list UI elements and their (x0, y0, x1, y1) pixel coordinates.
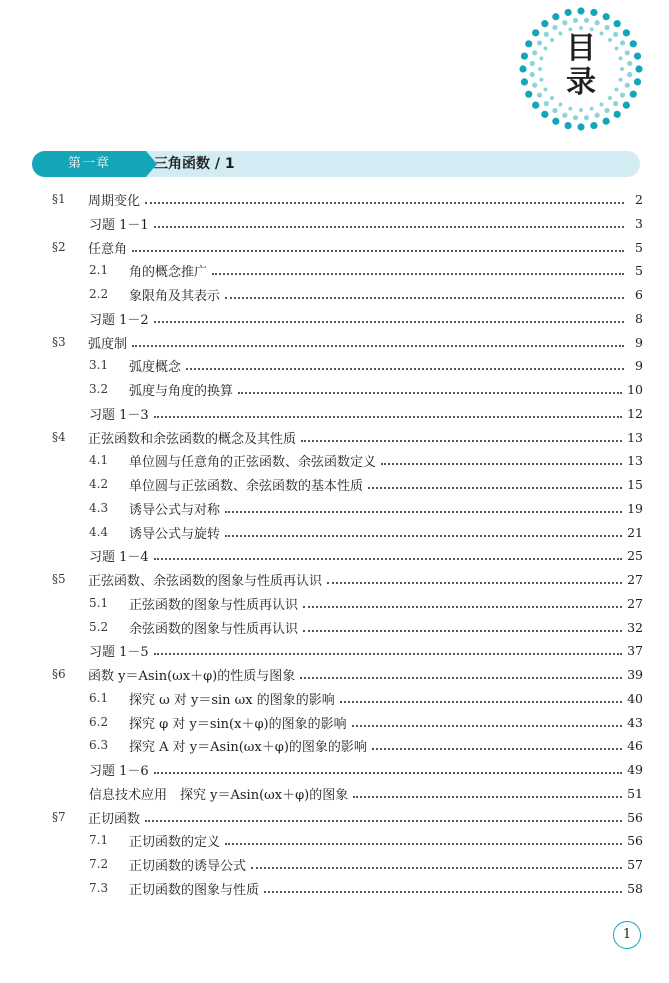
chapter-header-bar (32, 151, 640, 177)
toc-entry-title: 正切函数的定义 (129, 834, 221, 850)
toc-entry-number: 7.3 (89, 881, 109, 895)
toc-entry-title: 正弦函数和余弦函数的概念及其性质 (88, 431, 297, 447)
toc-entry-title: 探究 φ 对 y＝sin(x＋φ)的图象的影响 (129, 716, 347, 732)
dot-leader (251, 867, 622, 869)
dot-leader (353, 796, 622, 798)
toc-entry-page: 39 (627, 666, 643, 682)
toc-entry[interactable] (89, 876, 643, 900)
toc-entry-number: §5 (52, 572, 66, 586)
toc-entry-page: 13 (627, 452, 643, 468)
decorative-dot (604, 25, 609, 30)
contents-title-char-1: 目 (566, 31, 596, 66)
dot-leader (352, 725, 622, 727)
toc-entry-title: 习题 1－5 (89, 644, 149, 660)
toc-entry-title: 习题 1－3 (89, 407, 149, 423)
contents-badge (516, 4, 646, 134)
decorative-dot (590, 122, 597, 129)
toc-entry-number: 4.1 (89, 453, 109, 467)
toc-entry-title: 象限角及其表示 (129, 288, 221, 304)
toc-entry-page: 8 (635, 310, 643, 326)
toc-entry[interactable] (89, 353, 643, 377)
toc-entry-page: 5 (635, 262, 643, 278)
toc-entry-number: 7.1 (89, 833, 109, 847)
toc-entry-page: 40 (627, 690, 643, 706)
toc-entry[interactable] (89, 377, 643, 401)
decorative-dot (564, 9, 571, 16)
toc-entry-number: §7 (52, 810, 66, 824)
toc-entry-number: §6 (52, 667, 66, 681)
toc-entry[interactable] (89, 306, 643, 330)
toc-entry-title: 正弦函数、余弦函数的图象与性质再认识 (88, 573, 323, 589)
dot-leader (264, 891, 622, 893)
dot-leader (381, 463, 622, 465)
decorative-dot (590, 107, 594, 111)
toc-entry-page: 10 (627, 381, 643, 397)
toc-entry-page: 27 (627, 571, 643, 587)
toc-entry-title: 探究 ω 对 y＝sin ωx 的图象的影响 (129, 692, 335, 708)
dot-leader (154, 416, 622, 418)
toc-entry-page: 37 (627, 642, 643, 658)
decorative-dot (584, 18, 589, 23)
toc-entry[interactable] (89, 591, 643, 615)
toc-entry-page: 21 (627, 524, 643, 540)
decorative-dot (595, 113, 600, 118)
toc-entry[interactable] (52, 330, 643, 354)
toc-entry[interactable] (89, 828, 643, 852)
toc-entry-number: 5.2 (89, 620, 109, 634)
toc-entry-page: 6 (635, 286, 643, 302)
toc-entry[interactable] (89, 543, 643, 567)
decorative-dot (584, 115, 589, 120)
decorative-dot (600, 103, 604, 107)
toc-entry[interactable] (89, 638, 643, 662)
toc-entry-title: 函数 y＝Asin(ωx＋φ)的性质与图象 (88, 668, 296, 684)
dot-leader (340, 701, 622, 703)
toc-entry-number: 6.3 (89, 738, 109, 752)
toc-entry-number: 4.2 (89, 477, 109, 491)
dot-leader (145, 202, 624, 204)
toc-entry-title: 正切函数的诱导公式 (129, 858, 247, 874)
decorative-dot (562, 20, 567, 25)
decorative-dot (577, 7, 584, 14)
toc-entry-number: 4.4 (89, 525, 109, 539)
decorative-dot (613, 101, 618, 106)
toc-entry-number: §3 (52, 335, 66, 349)
toc-entry[interactable] (89, 520, 643, 544)
toc-entry-title: 周期变化 (88, 193, 141, 209)
toc-entry[interactable] (89, 472, 643, 496)
toc-entry[interactable] (89, 282, 643, 306)
decorative-dot (614, 111, 621, 118)
page-number: 1 (613, 921, 641, 949)
chapter-title[interactable]: 三角函数 / 1 (154, 156, 235, 172)
toc-entry-title: 弧度概念 (129, 359, 182, 375)
toc-entry-number: 7.2 (89, 857, 109, 871)
dot-leader (145, 820, 622, 822)
toc-entry[interactable] (89, 686, 643, 710)
decorative-dot (541, 20, 548, 27)
toc-entry-number: 3.1 (89, 358, 109, 372)
decorative-dot (573, 18, 578, 23)
toc-entry[interactable] (52, 567, 643, 591)
toc-entry-page: 2 (635, 191, 643, 207)
decorative-dot (552, 13, 559, 20)
decorative-dot (552, 118, 559, 125)
toc-entry[interactable] (52, 187, 643, 211)
toc-entry-title: 诱导公式与旋转 (129, 526, 221, 542)
toc-entry-page: 32 (627, 619, 643, 635)
toc-entry-page: 12 (627, 405, 643, 421)
decorative-dot (579, 108, 583, 112)
dot-leader (212, 273, 624, 275)
toc-entry-number: §4 (52, 430, 66, 444)
toc-entry[interactable] (52, 662, 643, 686)
toc-entry[interactable] (52, 805, 643, 829)
toc-entry-title: 习题 1－4 (89, 549, 149, 565)
dot-leader (132, 250, 624, 252)
decorative-dot (595, 20, 600, 25)
toc-entry-title: 任意角 (88, 241, 128, 257)
chapter-tag[interactable]: 第一章 (32, 151, 146, 177)
toc-entry-page: 15 (627, 476, 643, 492)
toc-entry-page: 13 (627, 429, 643, 445)
toc-entry-page: 27 (627, 595, 643, 611)
toc-entry-number: §2 (52, 240, 66, 254)
dot-leader (225, 535, 622, 537)
decorative-dot (559, 103, 563, 107)
toc-entry[interactable] (89, 401, 643, 425)
toc-entry-number: 2.2 (89, 287, 109, 301)
toc-entry-title: 习题 1－2 (89, 312, 149, 328)
toc-entry-page: 58 (627, 880, 643, 896)
dot-leader (300, 677, 622, 679)
decorative-dot (532, 102, 539, 109)
toc-entry-title: 正切函数的图象与性质 (129, 882, 260, 898)
toc-entry-title: 正弦函数的图象与性质再认识 (129, 597, 299, 613)
toc-entry-number: §1 (52, 192, 66, 206)
toc-entry-number: 6.1 (89, 691, 109, 705)
toc-entry[interactable] (89, 757, 643, 781)
toc-entry-page: 19 (627, 500, 643, 516)
toc-entry[interactable] (89, 733, 643, 757)
dot-leader (238, 392, 622, 394)
decorative-dot (552, 25, 557, 30)
decorative-dot (614, 20, 621, 27)
toc-entry-title: 单位圆与正弦函数、余弦函数的基本性质 (129, 478, 364, 494)
dot-leader (132, 345, 624, 347)
decorative-dot (552, 108, 557, 113)
toc-entry-page: 56 (627, 809, 643, 825)
toc-entry[interactable] (89, 211, 643, 235)
dot-leader (154, 558, 622, 560)
toc-entry-page: 5 (635, 239, 643, 255)
decorative-dot (541, 111, 548, 118)
decorative-dot (603, 118, 610, 125)
toc-entry-title: 余弦函数的图象与性质再认识 (129, 621, 299, 637)
toc-entry-page: 3 (635, 215, 643, 231)
dot-leader (327, 582, 622, 584)
contents-title-char-2: 录 (566, 65, 596, 100)
toc-entry[interactable] (52, 425, 643, 449)
decorative-dot (604, 108, 609, 113)
toc-entry-title: 诱导公式与对称 (129, 502, 221, 518)
toc-entry-title: 弧度与角度的换算 (129, 383, 234, 399)
dot-leader (303, 630, 622, 632)
decorative-dot (573, 115, 578, 120)
dot-leader (154, 772, 622, 774)
dot-leader (186, 368, 624, 370)
toc-entry[interactable] (89, 448, 643, 472)
dot-leader (303, 606, 622, 608)
dot-leader (225, 297, 624, 299)
toc-entry[interactable] (89, 496, 643, 520)
dot-leader (154, 653, 622, 655)
toc-entry-page: 46 (627, 737, 643, 753)
toc-entry-number: 3.2 (89, 382, 109, 396)
toc-entry-number: 2.1 (89, 263, 109, 277)
toc-entry[interactable] (89, 710, 643, 734)
toc-entry-title: 正切函数 (88, 811, 141, 827)
toc-entry-page: 9 (635, 334, 643, 350)
toc-entry[interactable] (89, 781, 643, 805)
decorative-dot (562, 113, 567, 118)
toc-entry-number: 5.1 (89, 596, 109, 610)
toc-entry-page: 43 (627, 714, 643, 730)
toc-entry-title: 角的概念推广 (129, 264, 208, 280)
toc-entry[interactable] (89, 258, 643, 282)
toc-entry-page: 51 (627, 785, 643, 801)
decorative-dot (568, 107, 572, 111)
dot-leader (225, 511, 622, 513)
dot-leader (154, 321, 624, 323)
toc-entry-page: 25 (627, 547, 643, 563)
decorative-dot (590, 9, 597, 16)
toc-entry[interactable] (89, 615, 643, 639)
decorative-dot (544, 101, 549, 106)
decorative-dot (623, 102, 630, 109)
toc-entry-title: 弧度制 (88, 336, 128, 352)
decorative-dot (577, 123, 584, 130)
decorative-dot (603, 13, 610, 20)
toc-entry-number: 6.2 (89, 715, 109, 729)
decorative-dot (564, 122, 571, 129)
dot-leader (225, 843, 622, 845)
dot-leader (372, 748, 622, 750)
toc-entry-page: 9 (635, 357, 643, 373)
toc-entry-title: 探究 A 对 y＝Asin(ωx＋φ)的图象的影响 (129, 739, 367, 755)
toc-entry-title: 习题 1－6 (89, 763, 149, 779)
toc-entry-page: 57 (627, 856, 643, 872)
toc-entry-page: 56 (627, 832, 643, 848)
dot-leader (301, 440, 622, 442)
toc-entry-title: 信息技术应用 探究 y＝Asin(ωx＋φ)的图象 (89, 787, 349, 803)
dot-leader (368, 487, 622, 489)
toc-entry-title: 单位圆与任意角的正弦函数、余弦函数定义 (129, 454, 377, 470)
toc-entry-number: 4.3 (89, 501, 109, 515)
dot-leader (154, 226, 624, 228)
toc-entry-page: 49 (627, 761, 643, 777)
toc-entry-title: 习题 1－1 (89, 217, 149, 233)
toc-entry[interactable] (52, 235, 643, 259)
decorative-dot (579, 26, 583, 30)
toc-entry[interactable] (89, 852, 643, 876)
